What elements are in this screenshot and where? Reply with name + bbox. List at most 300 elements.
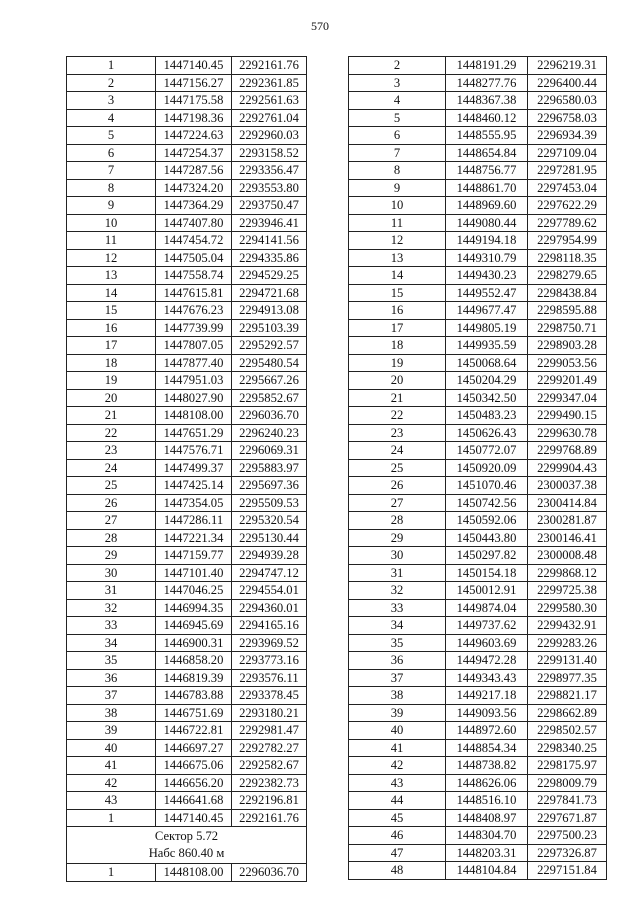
x-coordinate: 1449343.43	[446, 669, 528, 687]
point-number: 3	[67, 92, 156, 110]
x-coordinate: 1446900.31	[156, 634, 232, 652]
point-number: 26	[349, 477, 446, 495]
x-coordinate: 1447951.03	[156, 372, 232, 390]
x-coordinate: 1448027.90	[156, 389, 232, 407]
y-coordinate: 2295883.97	[232, 459, 307, 477]
table-row	[349, 389, 607, 407]
point-number: 4	[349, 92, 446, 110]
x-coordinate: 1450297.82	[446, 547, 528, 565]
table-row	[349, 827, 607, 845]
y-coordinate: 2298279.65	[528, 267, 607, 285]
table-row	[67, 512, 307, 530]
x-coordinate: 1448367.38	[446, 92, 528, 110]
table-row	[349, 844, 607, 862]
x-coordinate: 1450443.80	[446, 529, 528, 547]
point-number: 33	[67, 617, 156, 635]
x-coordinate: 1450920.09	[446, 459, 528, 477]
y-coordinate: 2296758.03	[528, 109, 607, 127]
y-coordinate: 2296580.03	[528, 92, 607, 110]
table-row	[349, 529, 607, 547]
y-coordinate: 2299490.15	[528, 407, 607, 425]
x-coordinate: 1450342.50	[446, 389, 528, 407]
point-number: 18	[67, 354, 156, 372]
y-coordinate: 2298750.71	[528, 319, 607, 337]
table-row	[67, 319, 307, 337]
table-row	[349, 57, 607, 75]
x-coordinate: 1448738.82	[446, 757, 528, 775]
table-row	[349, 232, 607, 250]
y-coordinate: 2299768.89	[528, 442, 607, 460]
x-coordinate: 1447286.11	[156, 512, 232, 530]
table-row	[67, 494, 307, 512]
point-number: 29	[67, 547, 156, 565]
table-row	[67, 564, 307, 582]
table-row	[67, 617, 307, 635]
x-coordinate: 1448555.95	[446, 127, 528, 145]
x-coordinate: 1446858.20	[156, 652, 232, 670]
y-coordinate: 2298438.84	[528, 284, 607, 302]
y-coordinate: 2294165.16	[232, 617, 307, 635]
point-number: 7	[349, 144, 446, 162]
table-row	[349, 179, 607, 197]
table-row	[349, 652, 607, 670]
x-coordinate: 1447739.99	[156, 319, 232, 337]
point-number: 17	[67, 337, 156, 355]
x-coordinate: 1449310.79	[446, 249, 528, 267]
y-coordinate: 2300414.84	[528, 494, 607, 512]
point-number: 11	[67, 232, 156, 250]
y-coordinate: 2292161.76	[232, 57, 307, 75]
y-coordinate: 2298595.88	[528, 302, 607, 320]
point-number: 20	[67, 389, 156, 407]
table-row	[67, 669, 307, 687]
x-coordinate: 1447354.05	[156, 494, 232, 512]
point-number: 21	[67, 407, 156, 425]
x-coordinate: 1448277.76	[446, 74, 528, 92]
table-row	[349, 774, 607, 792]
table-row	[67, 389, 307, 407]
x-coordinate: 1447676.23	[156, 302, 232, 320]
y-coordinate: 2294913.08	[232, 302, 307, 320]
x-coordinate: 1447254.37	[156, 144, 232, 162]
y-coordinate: 2299725.38	[528, 582, 607, 600]
point-number: 48	[349, 862, 446, 880]
y-coordinate: 2297453.04	[528, 179, 607, 197]
point-number: 13	[67, 267, 156, 285]
point-number: 38	[67, 704, 156, 722]
x-coordinate: 1449874.04	[446, 599, 528, 617]
x-coordinate: 1448460.12	[446, 109, 528, 127]
y-coordinate: 2296036.70	[232, 864, 307, 882]
x-coordinate: 1449217.18	[446, 687, 528, 705]
y-coordinate: 2292361.85	[232, 74, 307, 92]
point-number: 14	[67, 284, 156, 302]
point-number: 47	[349, 844, 446, 862]
table-row	[349, 809, 607, 827]
point-number: 1	[67, 809, 156, 827]
table-row	[349, 197, 607, 215]
y-coordinate: 2297954.99	[528, 232, 607, 250]
table-row	[349, 109, 607, 127]
point-number: 7	[67, 162, 156, 180]
y-coordinate: 2300146.41	[528, 529, 607, 547]
x-coordinate: 1448304.70	[446, 827, 528, 845]
point-number: 19	[349, 354, 446, 372]
point-number: 39	[349, 704, 446, 722]
table-row	[349, 792, 607, 810]
point-number: 42	[67, 774, 156, 792]
x-coordinate: 1449430.23	[446, 267, 528, 285]
y-coordinate: 2299283.26	[528, 634, 607, 652]
point-number: 40	[67, 739, 156, 757]
y-coordinate: 2297622.29	[528, 197, 607, 215]
y-coordinate: 2292981.47	[232, 722, 307, 740]
y-coordinate: 2292196.81	[232, 792, 307, 810]
x-coordinate: 1448191.29	[446, 57, 528, 75]
table-row	[349, 92, 607, 110]
point-number: 20	[349, 372, 446, 390]
point-number: 43	[67, 792, 156, 810]
table-row	[349, 634, 607, 652]
point-number: 17	[349, 319, 446, 337]
x-coordinate: 1447159.77	[156, 547, 232, 565]
x-coordinate: 1450012.91	[446, 582, 528, 600]
y-coordinate: 2294939.28	[232, 547, 307, 565]
point-number: 25	[349, 459, 446, 477]
y-coordinate: 2292761.04	[232, 109, 307, 127]
x-coordinate: 1448626.06	[446, 774, 528, 792]
point-number: 34	[67, 634, 156, 652]
coordinates-table-right	[348, 56, 607, 880]
point-number: 23	[67, 442, 156, 460]
point-number: 45	[349, 809, 446, 827]
table-row	[67, 267, 307, 285]
point-number: 22	[349, 407, 446, 425]
y-coordinate: 2295480.54	[232, 354, 307, 372]
x-coordinate: 1446783.88	[156, 687, 232, 705]
point-number: 40	[349, 722, 446, 740]
y-coordinate: 2295320.54	[232, 512, 307, 530]
point-number: 1	[67, 57, 156, 75]
table-row	[349, 127, 607, 145]
y-coordinate: 2296219.31	[528, 57, 607, 75]
x-coordinate: 1446641.68	[156, 792, 232, 810]
x-coordinate: 1446722.81	[156, 722, 232, 740]
x-coordinate: 1448756.77	[446, 162, 528, 180]
x-coordinate: 1448108.00	[156, 407, 232, 425]
y-coordinate: 2300008.48	[528, 547, 607, 565]
point-number: 36	[349, 652, 446, 670]
x-coordinate: 1449093.56	[446, 704, 528, 722]
y-coordinate: 2297789.62	[528, 214, 607, 232]
y-coordinate: 2299053.56	[528, 354, 607, 372]
y-coordinate: 2298340.25	[528, 739, 607, 757]
x-coordinate: 1446819.39	[156, 669, 232, 687]
table-row	[67, 459, 307, 477]
x-coordinate: 1450626.43	[446, 424, 528, 442]
table-row	[67, 372, 307, 390]
table-row	[349, 687, 607, 705]
point-number: 32	[349, 582, 446, 600]
x-coordinate: 1447156.27	[156, 74, 232, 92]
table-row	[349, 424, 607, 442]
x-coordinate: 1446675.06	[156, 757, 232, 775]
y-coordinate: 2299432.91	[528, 617, 607, 635]
y-coordinate: 2292382.73	[232, 774, 307, 792]
point-number: 37	[349, 669, 446, 687]
y-coordinate: 2292960.03	[232, 127, 307, 145]
point-number: 35	[67, 652, 156, 670]
x-coordinate: 1448861.70	[446, 179, 528, 197]
y-coordinate: 2298662.89	[528, 704, 607, 722]
y-coordinate: 2299131.40	[528, 652, 607, 670]
y-coordinate: 2299630.78	[528, 424, 607, 442]
point-number: 6	[67, 144, 156, 162]
y-coordinate: 2293576.11	[232, 669, 307, 687]
x-coordinate: 1451070.46	[446, 477, 528, 495]
table-row	[349, 704, 607, 722]
y-coordinate: 2296240.23	[232, 424, 307, 442]
x-coordinate: 1448854.34	[446, 739, 528, 757]
table-row	[349, 459, 607, 477]
y-coordinate: 2297326.87	[528, 844, 607, 862]
table-row	[67, 214, 307, 232]
point-number: 31	[349, 564, 446, 582]
y-coordinate: 2293969.52	[232, 634, 307, 652]
x-coordinate: 1446945.69	[156, 617, 232, 635]
y-coordinate: 2292161.76	[232, 809, 307, 827]
table-row	[349, 284, 607, 302]
table-row	[349, 144, 607, 162]
table-row	[67, 162, 307, 180]
y-coordinate: 2294141.56	[232, 232, 307, 250]
y-coordinate: 2295103.39	[232, 319, 307, 337]
table-row	[67, 407, 307, 425]
sector-nabs: Набс 860.40 м	[148, 846, 225, 860]
y-coordinate: 2294554.01	[232, 582, 307, 600]
point-number: 10	[349, 197, 446, 215]
table-row	[67, 57, 307, 75]
table-row	[67, 144, 307, 162]
y-coordinate: 2292782.27	[232, 739, 307, 757]
table-row	[67, 424, 307, 442]
y-coordinate: 2298502.57	[528, 722, 607, 740]
point-number: 9	[67, 197, 156, 215]
x-coordinate: 1449552.47	[446, 284, 528, 302]
table-row	[349, 407, 607, 425]
table-row	[67, 774, 307, 792]
x-coordinate: 1447221.34	[156, 529, 232, 547]
table-row	[349, 582, 607, 600]
point-number: 23	[349, 424, 446, 442]
table-row	[67, 337, 307, 355]
point-number: 26	[67, 494, 156, 512]
table-row	[349, 319, 607, 337]
y-coordinate: 2296400.44	[528, 74, 607, 92]
point-number: 15	[349, 284, 446, 302]
x-coordinate: 1447140.45	[156, 809, 232, 827]
x-coordinate: 1447101.40	[156, 564, 232, 582]
table-row	[67, 302, 307, 320]
point-number: 44	[349, 792, 446, 810]
y-coordinate: 2298977.35	[528, 669, 607, 687]
x-coordinate: 1450204.29	[446, 372, 528, 390]
point-number: 27	[67, 512, 156, 530]
x-coordinate: 1449603.69	[446, 634, 528, 652]
point-number: 22	[67, 424, 156, 442]
x-coordinate: 1447140.45	[156, 57, 232, 75]
table-row	[67, 687, 307, 705]
y-coordinate: 2295667.26	[232, 372, 307, 390]
table-row	[67, 442, 307, 460]
point-number: 38	[349, 687, 446, 705]
point-number: 30	[67, 564, 156, 582]
y-coordinate: 2298009.79	[528, 774, 607, 792]
table-row	[349, 757, 607, 775]
table-row	[67, 809, 307, 827]
point-number: 16	[349, 302, 446, 320]
x-coordinate: 1447576.71	[156, 442, 232, 460]
table-row	[349, 214, 607, 232]
x-coordinate: 1450068.64	[446, 354, 528, 372]
x-coordinate: 1450772.07	[446, 442, 528, 460]
table-row	[67, 599, 307, 617]
table-row	[67, 354, 307, 372]
x-coordinate: 1446751.69	[156, 704, 232, 722]
point-number: 15	[67, 302, 156, 320]
x-coordinate: 1450742.56	[446, 494, 528, 512]
table-row	[349, 372, 607, 390]
table-row	[67, 179, 307, 197]
table-row	[349, 337, 607, 355]
x-coordinate: 1446697.27	[156, 739, 232, 757]
table-row	[349, 739, 607, 757]
sector-note	[67, 827, 307, 864]
y-coordinate: 2293158.52	[232, 144, 307, 162]
x-coordinate: 1447407.80	[156, 214, 232, 232]
table-row	[349, 617, 607, 635]
x-coordinate: 1449677.47	[446, 302, 528, 320]
table-row	[67, 74, 307, 92]
x-coordinate: 1448654.84	[446, 144, 528, 162]
point-number: 46	[349, 827, 446, 845]
x-coordinate: 1450154.18	[446, 564, 528, 582]
point-number: 42	[349, 757, 446, 775]
y-coordinate: 2297151.84	[528, 862, 607, 880]
y-coordinate: 2299868.12	[528, 564, 607, 582]
x-coordinate: 1447046.25	[156, 582, 232, 600]
x-coordinate: 1449935.59	[446, 337, 528, 355]
y-coordinate: 2297500.23	[528, 827, 607, 845]
point-number: 1	[67, 864, 156, 882]
y-coordinate: 2294721.68	[232, 284, 307, 302]
point-number: 9	[349, 179, 446, 197]
point-number: 36	[67, 669, 156, 687]
table-row	[349, 442, 607, 460]
x-coordinate: 1447224.63	[156, 127, 232, 145]
point-number: 11	[349, 214, 446, 232]
table-row	[67, 477, 307, 495]
table-row	[349, 477, 607, 495]
x-coordinate: 1448203.31	[446, 844, 528, 862]
y-coordinate: 2294529.25	[232, 267, 307, 285]
y-coordinate: 2292582.67	[232, 757, 307, 775]
x-coordinate: 1447324.20	[156, 179, 232, 197]
table-row	[67, 127, 307, 145]
y-coordinate: 2293773.16	[232, 652, 307, 670]
y-coordinate: 2295852.67	[232, 389, 307, 407]
point-number: 28	[67, 529, 156, 547]
y-coordinate: 2292561.63	[232, 92, 307, 110]
point-number: 10	[67, 214, 156, 232]
x-coordinate: 1448972.60	[446, 722, 528, 740]
y-coordinate: 2297281.95	[528, 162, 607, 180]
point-number: 19	[67, 372, 156, 390]
table-row	[349, 162, 607, 180]
point-number: 3	[349, 74, 446, 92]
y-coordinate: 2293180.21	[232, 704, 307, 722]
table-row	[67, 792, 307, 810]
y-coordinate: 2294360.01	[232, 599, 307, 617]
table-row	[67, 249, 307, 267]
x-coordinate: 1449080.44	[446, 214, 528, 232]
point-number: 13	[349, 249, 446, 267]
y-coordinate: 2298821.17	[528, 687, 607, 705]
table-row	[67, 92, 307, 110]
x-coordinate: 1450483.23	[446, 407, 528, 425]
table-row	[67, 704, 307, 722]
y-coordinate: 2299904.43	[528, 459, 607, 477]
table-row	[349, 547, 607, 565]
y-coordinate: 2295697.36	[232, 477, 307, 495]
table-row	[67, 652, 307, 670]
y-coordinate: 2296069.31	[232, 442, 307, 460]
x-coordinate: 1447198.36	[156, 109, 232, 127]
x-coordinate: 1447364.29	[156, 197, 232, 215]
coordinates-table-left	[66, 56, 307, 882]
point-number: 8	[67, 179, 156, 197]
point-number: 2	[349, 57, 446, 75]
point-number: 4	[67, 109, 156, 127]
table-row	[67, 864, 307, 882]
point-number: 8	[349, 162, 446, 180]
point-number: 12	[67, 249, 156, 267]
y-coordinate: 2300281.87	[528, 512, 607, 530]
point-number: 28	[349, 512, 446, 530]
y-coordinate: 2296036.70	[232, 407, 307, 425]
x-coordinate: 1449194.18	[446, 232, 528, 250]
y-coordinate: 2293356.47	[232, 162, 307, 180]
sector-note-row	[67, 827, 307, 864]
y-coordinate: 2294747.12	[232, 564, 307, 582]
y-coordinate: 2294335.86	[232, 249, 307, 267]
y-coordinate: 2298175.97	[528, 757, 607, 775]
x-coordinate: 1447425.14	[156, 477, 232, 495]
y-coordinate: 2297109.04	[528, 144, 607, 162]
point-number: 34	[349, 617, 446, 635]
x-coordinate: 1448408.97	[446, 809, 528, 827]
table-row	[349, 862, 607, 880]
x-coordinate: 1449737.62	[446, 617, 528, 635]
point-number: 39	[67, 722, 156, 740]
page-number: 570	[311, 19, 329, 33]
y-coordinate: 2295509.53	[232, 494, 307, 512]
point-number: 25	[67, 477, 156, 495]
y-coordinate: 2298903.28	[528, 337, 607, 355]
x-coordinate: 1448516.10	[446, 792, 528, 810]
table-row	[67, 739, 307, 757]
x-coordinate: 1447558.74	[156, 267, 232, 285]
